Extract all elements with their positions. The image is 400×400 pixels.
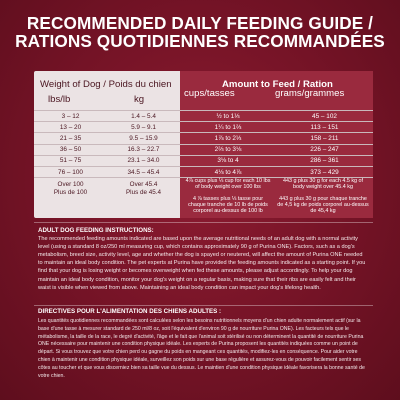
table-cell-cups: ½ to 1⅓ bbox=[216, 112, 240, 120]
table-cell-cups: 3⅛ to 4 bbox=[217, 157, 239, 165]
kg-header: kg bbox=[134, 94, 145, 105]
table-cell-kg: 5.9 – 9.1 bbox=[131, 123, 156, 131]
lbs-header: lbs/lb bbox=[48, 94, 71, 105]
table-cell-kg: 34.5 – 45.4 bbox=[127, 168, 160, 176]
table-cell-lbs: 21 – 35 bbox=[59, 134, 82, 142]
divider-top bbox=[34, 222, 373, 223]
over-kg bbox=[107, 181, 180, 197]
row-divider bbox=[34, 155, 373, 156]
table-cell-cups: 1⅞ to 2⅓ bbox=[214, 134, 242, 142]
table-cell-kg: 9.5 – 15.9 bbox=[129, 134, 158, 142]
row-divider bbox=[34, 121, 373, 122]
table-cell-lbs: 13 – 20 bbox=[59, 123, 82, 131]
table-cell-grams: 158 – 211 bbox=[310, 134, 339, 142]
instructions-fr-title: DIRECTIVES POUR L'ALIMENTATION DES CHIENS ADULTES : bbox=[38, 308, 222, 315]
row-divider bbox=[34, 110, 373, 111]
table-cell-lbs: 36 – 50 bbox=[59, 146, 82, 154]
over-grams-fr: 443 g plus 30 g pour chaque tranche de 4,5 kg de poids corporel au-dessus de 45,4 kg bbox=[277, 196, 369, 215]
table-cell-kg: 23.1 – 34.0 bbox=[127, 157, 160, 165]
table-cell-cups: 1¼ to 1⅔ bbox=[214, 123, 242, 131]
table-cell-kg: 16.3 – 22.7 bbox=[127, 146, 160, 154]
table-cell-lbs: 76 – 100 bbox=[58, 168, 83, 176]
over-kg-en: Over 45.4 bbox=[129, 181, 158, 188]
over-grams-en: 443 g plus 30 g for each 4.5 kg of body weight over 45.4 kg bbox=[282, 178, 364, 191]
instructions-en-title: ADULT DOG FEEDING INSTRUCTIONS: bbox=[38, 227, 154, 234]
row-divider bbox=[34, 144, 373, 145]
over-cups-fr: 4 ⅞ tasses plus ⅓ tasse pour chaque tranche de 10 lb de poids corporel au-dessus de 100 lb bbox=[188, 196, 268, 215]
title-english: RECOMMENDED DAILY FEEDING GUIDE / bbox=[26, 13, 374, 33]
weight-header: Weight of Dog / Poids du chien bbox=[40, 79, 172, 90]
amount-header-text: Amount to Feed / Ration bbox=[222, 79, 333, 90]
grams-header: grams/grammes bbox=[275, 88, 345, 99]
table-cell-cups: 2⅔ to 3⅛ bbox=[214, 146, 242, 154]
table-cell-grams: 373 – 429 bbox=[310, 168, 339, 176]
table-cell-grams: 45 – 102 bbox=[312, 112, 337, 120]
table-cell-lbs: 51 – 75 bbox=[59, 157, 82, 165]
feeding-table bbox=[34, 71, 373, 218]
instructions-fr-text: Les quantités quotidiennes recommandées sont calculées selon les besoins nutritionnels moyens d'un chien adulte normalement actif (sur la base d'une tasse à mesurer standard de 250 ml/8 oz, soit l'équivalent d'environ 90 g de nourriture Purina ONE). Les facteurs tels que le métabolisme, la taille de la race, le degré d'activité, l'âge et le fait que l'animal soit stérilisé ou non déterminent la quantité de nourriture Purina ONE nécessaire pour maintenir une condition physique idéale. Les experts de Purina proposent les quantités indiquées comme un point de départ. Si vous trouvez que votre chien perd ou gagne du poids en mangeant ces quantités, modifiez-les en conséquence. Pour aider votre chien à maintenir une condition physique idéale, surveillez son poids sur une base régulière et assurez-vous de pouvoir facilement sentir ses côtes au toucher et que vous discerniez bien sa taille vue du dessus. Le maintien d'une condition physique idéale favorisera la bonne santé de votre chien. bbox=[38, 318, 365, 379]
title-french: RATIONS QUOTIDIENNES RECOMMANDÉES bbox=[15, 31, 385, 52]
table-cell-cups: 4⅛ to 4⅞ bbox=[214, 168, 242, 176]
table-cell-grams: 226 – 247 bbox=[310, 146, 339, 154]
table-cell-lbs: 3 – 12 bbox=[61, 112, 80, 120]
row-divider bbox=[34, 166, 373, 167]
over-lbs-fr: Plus de 100 bbox=[53, 188, 88, 196]
instructions-en-text: The recommended feeding amounts indicated are based upon the average nutritional needs of an adult dog with a normal activity level (using a standard 8 oz/250 ml measuring cup, which contains approximately 90 g of Purina ONE). Factors, such as a dog's metabolism, breed size, activity level, age and whether the dog is spayed or neutered, will affect the amount of Purina ONE needed to maintain an ideal body condition. The pet experts at Purina have provided the feeding amounts indicated as a starting point. If you find that your dog is losing weight or becomes overweight when fed these amounts, please adjust accordingly. To help your dog maintain an ideal body condition, monitor your dog's weight on a regular basis, making sure that their ribs are easily felt and their waist is visible when viewed from above. Maintaining an ideal body condition can impact your dog's lifelong health. bbox=[38, 236, 366, 291]
over-kg-fr: Plus de 45.4 bbox=[125, 188, 161, 196]
cups-header: cups/tasses bbox=[184, 88, 235, 99]
page-title bbox=[0, 14, 400, 50]
row-divider bbox=[34, 132, 373, 133]
over-cups-en: 4⅞ cups plus ⅓ cup for each 10 lbs of body weight over 100 lbs bbox=[185, 178, 271, 191]
table-cell-grams: 113 – 151 bbox=[310, 123, 339, 131]
table-cell-kg: 1.4 – 5.4 bbox=[131, 112, 156, 120]
divider-middle bbox=[34, 305, 373, 306]
over-lbs-en: Over 100 bbox=[57, 181, 84, 188]
over-lbs bbox=[34, 181, 107, 197]
table-cell-grams: 286 – 361 bbox=[310, 157, 339, 165]
